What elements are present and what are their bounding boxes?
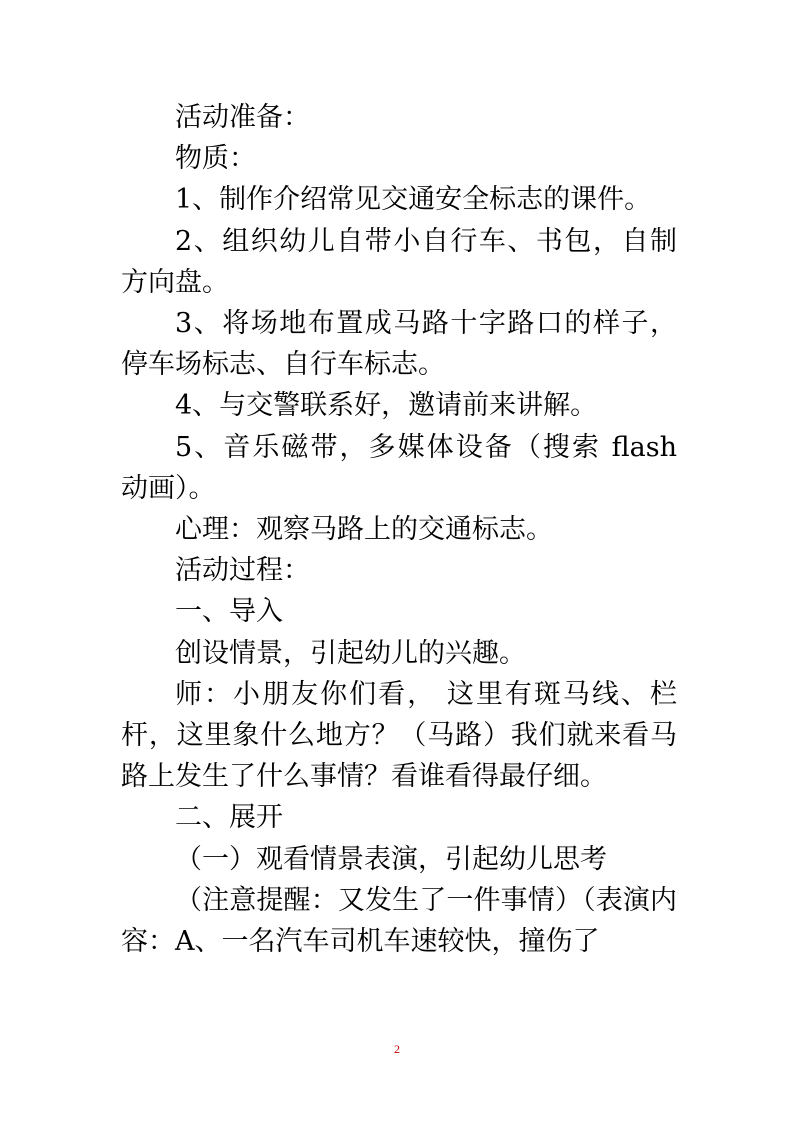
paragraph-item-2: 2、组织幼儿自带小自行车、书包，自制方向盘。 — [121, 225, 677, 298]
paragraph-psychology: 心理：观察马路上的交通标志。 — [175, 514, 553, 546]
paragraph-create-scene: 创设情景，引起幼儿的兴趣。 — [175, 637, 526, 669]
paragraph-teacher-speech: 师：小朋友你们看， 这里有斑马线、栏杆，这里象什么地方？（马路）我们就来看马路上发生了什么事情？看谁看得最仔细。 — [121, 678, 677, 793]
paragraph-activity-process: 活动过程： — [175, 555, 310, 587]
paragraph-section-develop: 二、展开 — [175, 802, 283, 834]
paragraph-item-1: 1、制作介绍常见交通安全标志的课件。 — [175, 184, 652, 216]
paragraph-item-3: 3、将场地布置成马路十字路口的样子，停车场标志、自行车标志。 — [121, 308, 677, 381]
paragraph-watch-performance: （一）观看情景表演，引起幼儿思考 — [175, 843, 607, 875]
paragraph-performance-content: （注意提醒：又发生了一件事情）（表演内容：A、一名汽车司机车速较快，撞伤了 — [121, 884, 677, 958]
paragraph-item-5: 5、音乐磁带，多媒体设备（搜索 flash 动画）。 — [121, 431, 677, 504]
paragraph-section-intro: 一、导入 — [175, 596, 283, 628]
page-number: 2 — [394, 1042, 400, 1056]
paragraph-materials: 物质： — [175, 143, 256, 175]
paragraph-activity-preparation: 活动准备： — [175, 102, 310, 133]
document-body — [121, 97, 677, 962]
paragraph-item-4: 4、与交警联系好，邀请前来讲解。 — [175, 390, 598, 422]
